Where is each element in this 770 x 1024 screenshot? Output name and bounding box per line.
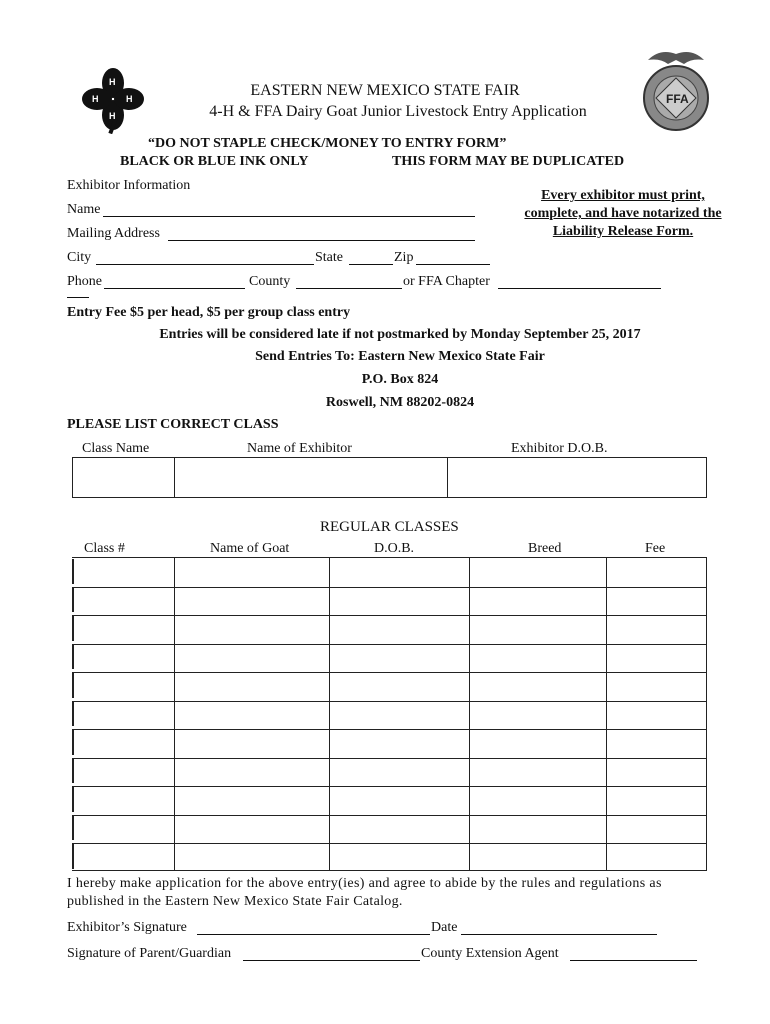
city-label: City <box>67 250 92 265</box>
release-notice-line1: Every exhibitor must print, <box>541 188 705 203</box>
table-row-divider <box>72 644 706 645</box>
staple-notice: “DO NOT STAPLE CHECK/MONEY TO ENTRY FORM” <box>148 136 507 151</box>
state-field[interactable] <box>349 264 393 265</box>
ink-notice: BLACK OR BLUE INK ONLY <box>120 154 309 169</box>
table-row[interactable] <box>72 730 74 755</box>
table-row[interactable] <box>72 616 74 641</box>
exhibitor-section-label: Exhibitor Information <box>67 178 191 193</box>
exhibitor-name-cell[interactable] <box>175 458 446 497</box>
svg-text:H: H <box>126 94 133 104</box>
col-exhibitor-dob: Exhibitor D.O.B. <box>511 441 608 456</box>
date-field[interactable] <box>461 934 657 935</box>
county-agent-label: County Extension Agent <box>421 946 559 961</box>
po-box: P.O. Box 824 <box>361 372 439 387</box>
city-field[interactable] <box>96 264 314 265</box>
class-name-cell[interactable] <box>73 458 173 497</box>
zip-label: Zip <box>394 250 414 265</box>
svg-text:H: H <box>109 111 116 121</box>
table-row[interactable] <box>72 816 74 841</box>
class-section-heading: PLEASE LIST CORRECT CLASS <box>67 417 279 432</box>
svg-text:H: H <box>92 94 99 104</box>
svg-text:H: H <box>109 77 116 87</box>
table-row-divider <box>72 615 706 616</box>
parent-signature-label: Signature of Parent/Guardian <box>67 946 232 961</box>
release-notice-line3: Liability Release Form. <box>552 224 694 239</box>
parent-signature-field[interactable] <box>243 960 420 961</box>
table-row[interactable] <box>72 559 74 584</box>
col-class-number: Class # <box>84 541 125 556</box>
col-class-name: Class Name <box>82 441 150 456</box>
col-name-of-goat: Name of Goat <box>210 541 290 556</box>
agreement-line1: I hereby make application for the above entry(ies) and agree to abide by the rules and regulations as <box>67 876 662 891</box>
table-row-divider <box>72 758 706 759</box>
col-name-of-exhibitor: Name of Exhibitor <box>247 441 352 456</box>
page-title: EASTERN NEW MEXICO STATE FAIR <box>250 82 520 99</box>
exhibitor-signature-field[interactable] <box>197 934 430 935</box>
late-entry-notice: Entries will be considered late if not postmarked by Monday September 25, 2017 <box>159 327 641 342</box>
release-notice-line2: complete, and have notarized the <box>524 206 722 221</box>
reg-table-divider <box>606 558 607 870</box>
duplicate-notice: THIS FORM MAY BE DUPLICATED <box>392 154 625 169</box>
table-row-divider <box>72 587 706 588</box>
exhibitor-dob-cell[interactable] <box>448 458 705 497</box>
table-row[interactable] <box>72 702 74 727</box>
col-breed: Breed <box>528 541 562 556</box>
ffa-chapter-field-continued[interactable] <box>67 297 89 298</box>
table-row[interactable] <box>72 645 74 670</box>
state-label: State <box>315 250 343 265</box>
ffa-chapter-field[interactable] <box>498 288 661 289</box>
table-row[interactable] <box>72 588 74 613</box>
col-fee: Fee <box>645 541 666 556</box>
table-row[interactable] <box>72 787 74 812</box>
ffa-text: FFA <box>666 92 689 106</box>
agreement-line2: published in the Eastern New Mexico State Fair Catalog. <box>67 894 403 909</box>
table-row[interactable] <box>72 759 74 784</box>
col-goat-dob: D.O.B. <box>374 541 415 556</box>
reg-table-left-border <box>72 557 74 871</box>
table-row-divider <box>72 701 706 702</box>
page-subtitle: 4-H & FFA Dairy Goat Junior Livestock Entry Application <box>209 103 587 120</box>
mailing-address-label: Mailing Address <box>67 226 160 241</box>
regular-classes-heading: REGULAR CLASSES <box>320 519 459 535</box>
table-row-divider <box>72 729 706 730</box>
reg-table-divider <box>469 558 470 870</box>
name-label: Name <box>67 202 101 217</box>
county-field[interactable] <box>296 288 402 289</box>
exhibitor-signature-label: Exhibitor’s Signature <box>67 920 187 935</box>
name-field[interactable] <box>103 216 475 217</box>
ffa-chapter-label: or FFA Chapter <box>403 274 490 289</box>
city-zip: Roswell, NM 88202-0824 <box>325 395 475 410</box>
reg-table-divider <box>329 558 330 870</box>
zip-field[interactable] <box>416 264 490 265</box>
entry-fee-text: Entry Fee $5 per head, $5 per group class entry <box>67 305 351 320</box>
mailing-address-field[interactable] <box>168 240 475 241</box>
table-row-divider <box>72 843 706 844</box>
phone-field[interactable] <box>104 288 245 289</box>
county-agent-field[interactable] <box>570 960 697 961</box>
table-row[interactable] <box>72 844 74 869</box>
table-row-divider <box>72 786 706 787</box>
reg-table-divider <box>174 558 175 870</box>
table-row-divider <box>72 672 706 673</box>
table-row[interactable] <box>72 673 74 698</box>
phone-label: Phone <box>67 274 102 289</box>
table-row-divider <box>72 815 706 816</box>
date-label: Date <box>431 920 458 935</box>
4h-clover-logo-icon <box>80 66 146 134</box>
county-label: County <box>249 274 291 289</box>
send-entries-to: Send Entries To: Eastern New Mexico State Fair <box>255 349 545 364</box>
regular-classes-table <box>72 557 707 871</box>
